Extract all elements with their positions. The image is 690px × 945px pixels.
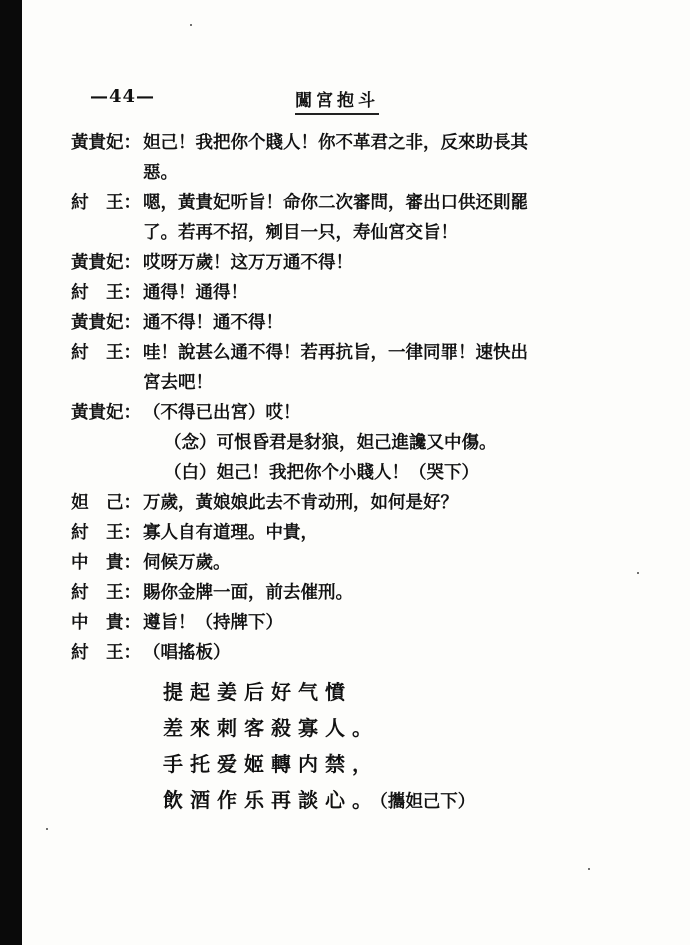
- verse-text: 差來刺客殺寡人。: [163, 716, 379, 740]
- dialogue-line: [71, 248, 651, 278]
- verse-line: [71, 674, 651, 710]
- dialogue-line: [71, 308, 651, 338]
- dialogue-line: [71, 638, 651, 668]
- verse-text: 手托爱姬轉内禁，: [163, 752, 379, 776]
- speaker-name: 紂 王：: [71, 643, 141, 663]
- dialogue-text: 通得！通得！: [143, 283, 248, 303]
- speaker-name: 黃貴妃：: [71, 403, 141, 423]
- dialogue-text: 妲己！我把你个賤人！你不革君之非，反來助長其: [143, 133, 528, 153]
- dialogue-line: [71, 578, 651, 608]
- dialogue-continuation: [71, 218, 651, 248]
- book-page: [22, 0, 690, 945]
- verse-text: 提起姜后好气憤: [163, 680, 352, 704]
- verse-line: [71, 710, 651, 746]
- dialogue-line: [71, 548, 651, 578]
- speaker-name: 紂 王：: [71, 193, 141, 213]
- print-speck: [190, 24, 192, 26]
- book-spine-shadow: [0, 0, 22, 945]
- speaker-name: 黃貴妃：: [71, 133, 141, 153]
- dialogue-text: （白）妲己！我把你个小賤人！（哭下）: [164, 463, 479, 483]
- dialogue-line: [71, 338, 651, 368]
- dialogue-text: （念）可恨昏君是豺狼，妲己進讒又中傷。: [164, 433, 497, 453]
- dialogue-continuation: [71, 158, 651, 188]
- dialogue-text: 賜你金牌一面，前去催刑。: [143, 583, 353, 603]
- dialogue-text: 万歲，黃娘娘此去不肯动刑，如何是好？: [143, 493, 458, 513]
- speaker-name: 黃貴妃：: [71, 313, 141, 333]
- dialogue-text: 哎呀万歲！这万万通不得！: [143, 253, 353, 273]
- dialogue-text: 嗯，黃貴妃听旨！命你二次審問，審出口供还則罷: [143, 193, 528, 213]
- dialogue-line: [71, 128, 651, 158]
- speaker-name: 黃貴妃：: [71, 253, 141, 273]
- speaker-name: 妲 己：: [71, 493, 141, 513]
- page-number: —44—: [90, 86, 156, 107]
- dialogue-text: （唱搖板）: [143, 643, 231, 663]
- speaker-name: 中 貴：: [71, 553, 141, 573]
- page-header: [22, 86, 690, 116]
- dialogue-line: [71, 278, 651, 308]
- spoken-line: [71, 458, 651, 488]
- dialogue-text: 寡人自有道理。中貴，: [143, 523, 318, 543]
- verse-text: 飲酒作乐再談心。: [163, 788, 379, 812]
- running-title: 闖宮抱斗: [295, 86, 379, 115]
- speaker-name: 紂 王：: [71, 583, 141, 603]
- speaker-name: 紂 王：: [71, 523, 141, 543]
- dialogue-line: [71, 398, 651, 428]
- dialogue-continuation: [71, 368, 651, 398]
- speaker-name: 紂 王：: [71, 343, 141, 363]
- stage-direction: （攜妲己下）: [379, 792, 476, 812]
- dialogue-text: 通不得！通不得！: [143, 313, 283, 333]
- dialogue-line: [71, 188, 651, 218]
- print-speck: [588, 868, 590, 870]
- verse-line: [71, 746, 651, 782]
- dialogue-text: 遵旨！（持牌下）: [143, 613, 283, 633]
- dialogue-line: [71, 518, 651, 548]
- print-speck: [46, 828, 48, 830]
- dialogue-text: 惡。: [143, 163, 178, 183]
- dialogue-text: 了。若再不招，剜目一只，寿仙宮交旨！: [143, 223, 458, 243]
- script-body: [71, 128, 651, 818]
- speaker-name: 中 貴：: [71, 613, 141, 633]
- dialogue-text: 宮去吧！: [143, 373, 213, 393]
- speaker-name: 紂 王：: [71, 283, 141, 303]
- dialogue-line: [71, 608, 651, 638]
- print-speck: [637, 572, 639, 574]
- dialogue-text: 伺候万歲。: [143, 553, 231, 573]
- dialogue-line: [71, 488, 651, 518]
- verse-line: [71, 782, 651, 818]
- dialogue-text: 哇！說甚么通不得！若再抗旨，一律同罪！速快出: [143, 343, 528, 363]
- dialogue-text: （不得已出宮）哎！: [143, 403, 301, 423]
- recitation-line: [71, 428, 651, 458]
